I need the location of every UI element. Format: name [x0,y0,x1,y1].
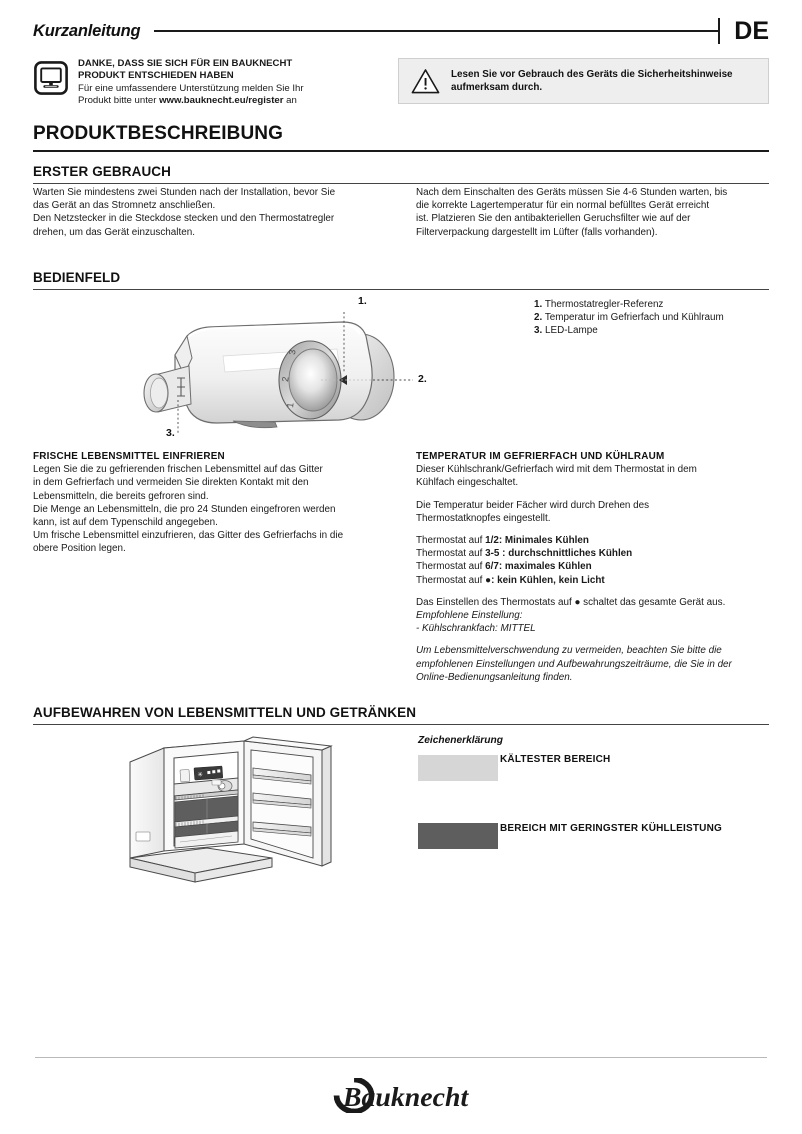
thermostat-setting-prefix-3: Thermostat auf [416,561,486,573]
freezing-food-line-5: kann, ist auf dem Typenschild angegeben. [33,517,218,529]
first-use-right-line-4: Filterverpackung dargestellt im Lüfter (falls vorhanden). [416,226,658,238]
safety-warning-line-2: aufmerksam durch. [451,82,543,93]
first-use-left-line-1: Warten Sie mindestens zwei Stunden nach der Installation, bevor Sie [33,187,336,198]
legend-number-1: 1. [534,299,543,310]
legend-label-1: Thermostatregler-Referenz [544,299,664,310]
control-panel-legend-item [534,298,784,311]
thermostat-off-symbol: ● [574,596,581,608]
control-panel-illustration [125,300,425,440]
register-prefix: Produkt bitte unter [78,95,160,107]
food-waste-note-line-3: Online-Bedienungsanleitung finden. [416,671,573,683]
recommended-setting-label: Empfohlene Einstellung: [416,610,523,622]
freezing-food-line-1: Legen Sie die zu gefrierenden frischen Lebensmittel auf das Gitter [33,464,323,476]
legend-label-3: LED-Lampe [545,325,598,337]
freezing-food-line-3: Lebensmitteln, die bereits gefroren sind. [33,490,209,502]
callout-number-3: 3. [166,427,175,439]
first-use-left-line-3: Den Netzstecker in die Steckdose stecken und den Thermostatregler [33,213,335,225]
temperature-heading: TEMPERATUR IM GEFRIERFACH UND KÜHLRAUM [416,451,665,462]
first-use-right-line-3: ist. Platzieren Sie den antibakteriellen Geruchsfilter wie auf der [416,213,691,225]
control-panel-legend-item [534,324,784,337]
thermostat-setting-row [416,574,781,587]
svg-text:✳: ✳ [197,771,204,779]
first-use-left-line-4: drehen, um das Gerät einzuschalten. [33,226,195,238]
monitor-icon [34,61,68,95]
safety-warning-line-1: Lesen Sie vor Gebrauch des Geräts die Sicherheitshinweise [451,69,733,80]
register-url[interactable]: www.bauknecht.eu/register [159,95,284,107]
first-use-left-line-2: das Gerät an das Stromnetz anschließen. [33,200,216,212]
freezing-food-line-4: Die Menge an Lebensmitteln, die pro 24 Stunden eingefroren werden [33,503,336,515]
safety-warning-text [451,68,733,94]
thermostat-off-note [416,596,781,609]
thermostat-setting-value-3: 6/7: maximales Kühlen [485,561,592,573]
freezing-food-line-6: Um frische Lebensmittel einzufrieren, das Gitter des Gefrierfachs in die [33,530,344,542]
first-use-right-column [416,186,776,239]
first-use-left-column [33,186,390,239]
warning-triangle-icon [411,68,440,94]
temperature-block [416,450,781,684]
temperature-para2-line-1: Die Temperatur beider Fächer wird durch Drehen des [416,499,650,511]
thermostat-setting-value-4: ●: kein Kühlen, kein Licht [485,574,605,586]
control-panel-legend [534,298,784,338]
thermostat-setting-row [416,547,781,560]
document-type-title: Kurzanleitung [33,21,141,40]
first-use-right-line-1: Nach dem Einschalten des Geräts müssen Sie 4-6 Stunden warten, bis [416,187,728,198]
thank-you-text [78,58,304,108]
first-use-right-line-2: die korrekte Lagertemperatur für ein normal befülltes Gerät erreicht [416,200,710,212]
header-divider-line [154,30,718,32]
temperature-intro-line-1: Dieser Kühlschrank/Gefrierfach wird mit dem Thermostat in dem [416,464,697,476]
refrigerator-illustration [112,736,342,888]
callout-number-1: 1. [358,295,367,307]
legend-swatch-coldest-area [418,755,498,781]
freezing-food-line-2: in dem Gefrierfach und vermeiden Sie direkten Kontakt mit den [33,477,309,489]
brand-logo [0,1078,802,1118]
food-waste-note-line-2: empfohlenen Einstellungen und Aufbewahrungszeiträume, die Sie in der [416,658,732,670]
thermostat-off-note-suffix: schaltet das gesamte Gerät aus. [580,596,726,608]
thermostat-setting-value-2: 3-5 : durchschnittliches Kühlen [485,548,633,560]
thermostat-off-note-prefix: Das Einstellen des Thermostats auf [416,596,575,608]
bauknecht-logo-icon [301,1078,501,1113]
legend-number-3: 3. [534,325,543,337]
footer-divider [35,1057,767,1058]
thermostat-setting-prefix-2: Thermostat auf [416,548,486,560]
knob-tick-1: 1 [285,402,296,409]
legend-label-coldest-area: KÄLTESTER BEREICH [500,754,611,765]
thermostat-setting-prefix-4: Thermostat auf [416,574,486,586]
thermostat-setting-value-1: 1/2: Minimales Kühlen [485,535,589,547]
section-title-product-description: PRODUKTBESCHREIBUNG [33,123,769,152]
brand-wordmark: Bauknecht [342,1081,469,1113]
thermostat-setting-prefix-1: Thermostat auf [416,535,486,547]
freezing-food-block [33,450,393,556]
recommended-setting-value: - Kühlschrankfach: MITTEL [416,623,536,635]
thank-you-line-2: PRODUKT ENTSCHIEDEN HABEN [78,70,234,82]
section-title-first-use: ERSTER GEBRAUCH [33,164,769,184]
safety-warning-box [398,58,769,104]
food-waste-note-line-1: Um Lebensmittelverschwendung zu vermeiden, beachten Sie bitte die [416,645,722,657]
section-title-storing-food: AUFBEWAHREN VON LEBENSMITTELN UND GETRÄNKEN [33,705,769,725]
legend-label-least-cooling: BEREICH MIT GERINGSTER KÜHLLEISTUNG [500,823,723,834]
legend-swatch-least-cooling [418,823,498,849]
register-suffix: an [283,95,297,107]
legend-title: Zeichenerklärung [418,735,503,746]
thermostat-setting-row [416,534,781,547]
temperature-intro-line-2: Kühlfach eingeschaltet. [416,477,519,489]
callout-number-2: 2. [418,373,427,385]
legend-label-2: Temperatur im Gefrierfach und Kühlraum [544,312,724,324]
legend-number-2: 2. [534,312,543,324]
control-panel-legend-item [534,311,784,324]
thank-you-line-1: DANKE, DASS SIE SICH FÜR EIN BAUKNECHT [78,58,293,69]
section-title-control-panel: BEDIENFELD [33,270,769,290]
knob-tick-2: 2 [280,376,291,383]
freezing-food-line-7: obere Position legen. [33,543,126,555]
freezing-food-heading: FRISCHE LEBENSMITTEL EINFRIEREN [33,451,225,462]
thank-you-line-4 [78,95,304,107]
document-header [33,18,769,44]
thermostat-setting-row [416,560,781,573]
header-divider-end-tick [718,18,720,44]
thank-you-line-3: Für eine umfassendere Unterstützung melden Sie Ihr [78,82,304,94]
temperature-para2-line-2: Thermostatknopfes eingestellt. [416,512,551,524]
knob-tick-3: 3 [287,349,298,356]
language-code: DE [734,16,769,45]
thank-you-block [34,58,379,108]
